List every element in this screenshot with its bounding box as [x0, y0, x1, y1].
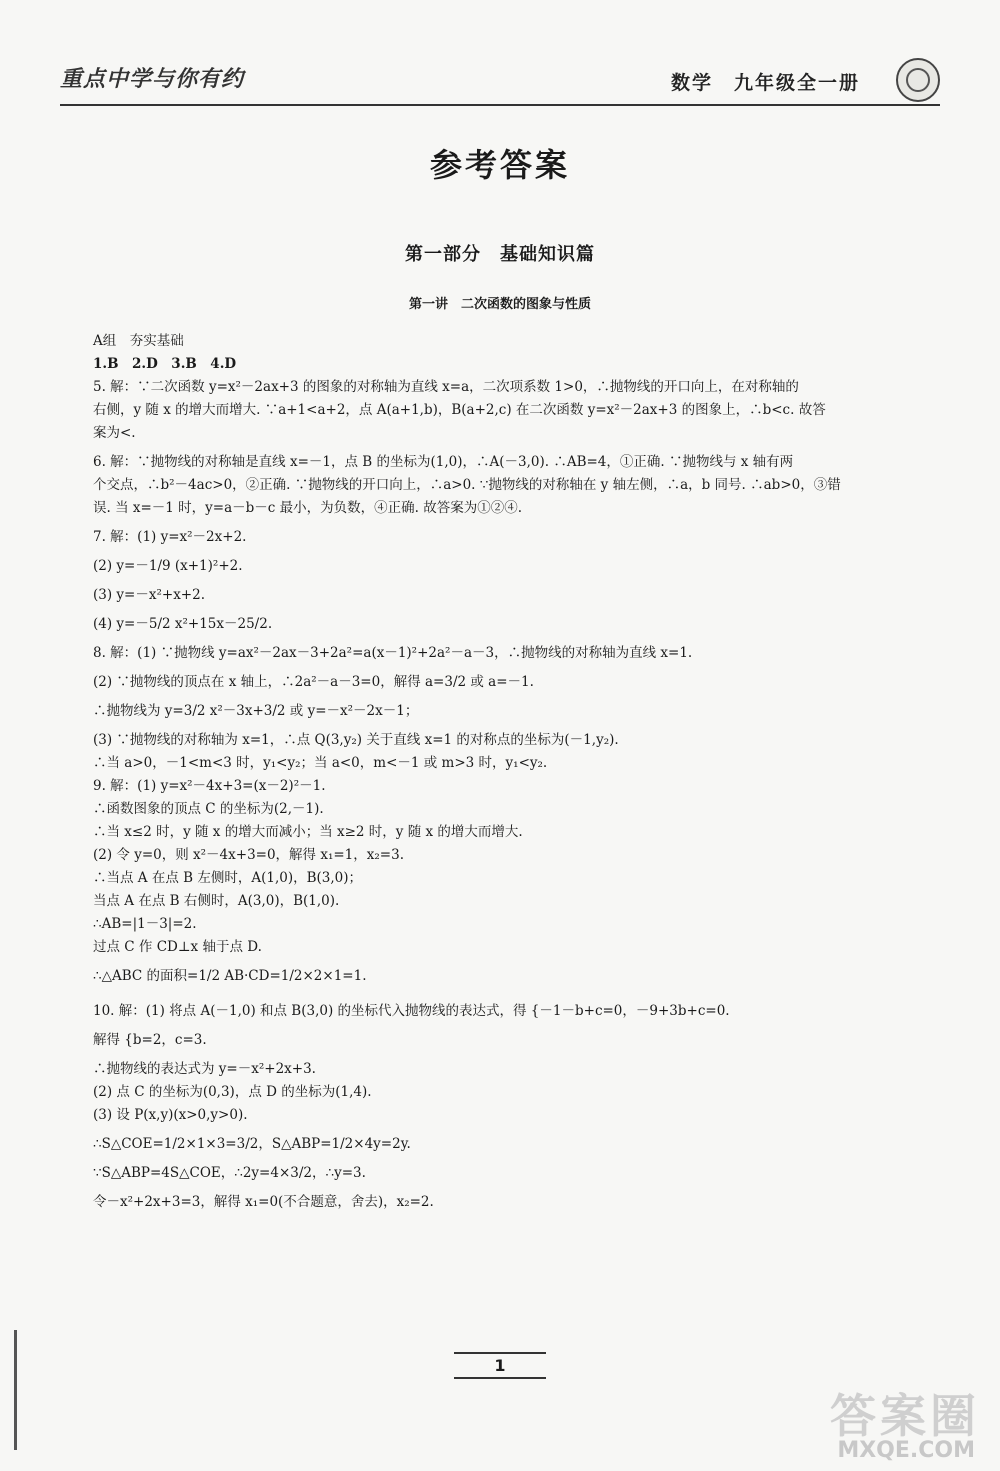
- lecture-heading: 第一讲 二次函数的图象与性质: [408, 297, 591, 312]
- text-line: 个交点，∴b²－4ac>0，②正确. ∵抛物线的开口向上，∴a>0. ∵抛物线的对称轴在 y 轴左侧，∴a，b 同号. ∴ab>0，③错: [93, 477, 841, 493]
- subject-label: 数学 九年级全一册: [670, 72, 860, 94]
- text-line: 误. 当 x=－1 时，y=a－b－c 最小，为负数，④正确. 故答案为①②④.: [93, 500, 523, 516]
- text-line: 令－x²+2x+3=3，解得 x₁=0(不合题意，舍去)，x₂=2.: [93, 1194, 434, 1210]
- page-header: [60, 58, 940, 102]
- part-heading: 第一部分 基础知识篇: [405, 244, 595, 265]
- emblem-icon: [896, 58, 940, 102]
- binding-edge: [14, 1330, 17, 1450]
- text-line: ∴AB=|1－3|=2.: [93, 916, 197, 932]
- text-line: 9. 解：(1) y=x²－4x+3=(x－2)²－1.: [93, 778, 326, 794]
- text-line: 解得 {b=2，c=3.: [93, 1032, 207, 1048]
- text-line: A组 夯实基础: [93, 333, 184, 349]
- text-line: ∴抛物线为 y=3/2 x²－3x+3/2 或 y=－x²－2x－1；: [93, 703, 419, 719]
- text-line: ∴当 a>0，－1<m<3 时，y₁<y₂；当 a<0，m<－1 或 m>3 时，y₁<y₂.: [93, 755, 548, 771]
- text-line: (3) 设 P(x,y)(x>0,y>0).: [93, 1107, 248, 1123]
- text-line: ∴当点 A 在点 B 左侧时，A(1,0)，B(3,0)；: [93, 870, 363, 886]
- watermark-url: MXQE.COM: [837, 1438, 975, 1463]
- page-title: 参考答案: [429, 146, 570, 184]
- text-line: (3) y=－x²+x+2.: [93, 587, 205, 603]
- text-line: 过点 C 作 CD⊥x 轴于点 D.: [93, 939, 262, 955]
- text-line: ∴S△COE=1/2×1×3=3/2，S△ABP=1/2×4y=2y.: [93, 1136, 411, 1152]
- text-line: (3) ∵抛物线的对称轴为 x=1，∴点 Q(3,y₂) 关于直线 x=1 的对称点的坐标为(－1,y₂).: [93, 732, 619, 748]
- text-line: 5. 解：∵二次函数 y=x²－2ax+3 的图象的对称轴为直线 x=a，二次项系数 1>0，∴抛物线的开口向上，在对称轴的: [93, 379, 799, 395]
- text-line: 8. 解：(1) ∵抛物线 y=ax²－2ax－3+2a²=a(x－1)²+2a²－a－3，∴抛物线的对称轴为直线 x=1.: [93, 645, 693, 661]
- brand-logo: 重点中学与你有约: [60, 67, 245, 92]
- text-line: ∴抛物线的表达式为 y=－x²+2x+3.: [93, 1061, 316, 1077]
- text-line: 右侧，y 随 x 的增大而增大. ∵a+1<a+2，点 A(a+1,b)，B(a+2,c) 在二次函数 y=x²－2ax+3 的图象上，∴b<c. 故答: [93, 402, 826, 418]
- text-line: (2) y=－1/9 (x+1)²+2.: [93, 558, 243, 574]
- text-line: ∴函数图象的顶点 C 的坐标为(2,－1).: [93, 801, 324, 817]
- text-line: 7. 解：(1) y=x²－2x+2.: [93, 529, 247, 545]
- text-line: (2) 令 y=0，则 x²－4x+3=0，解得 x₁=1，x₂=3.: [93, 847, 404, 863]
- answer-content: [93, 330, 923, 1214]
- text-line: 当点 A 在点 B 右侧时，A(3,0)，B(1,0).: [93, 893, 340, 909]
- text-line: ∴当 x≤2 时，y 随 x 的增大而减小；当 x≥2 时，y 随 x 的增大而增大.: [93, 824, 523, 840]
- text-line: ∴△ABC 的面积=1/2 AB·CD=1/2×2×1=1.: [93, 968, 367, 984]
- text-line: (4) y=－5/2 x²+15x－25/2.: [93, 616, 273, 632]
- text-line: 案为<.: [93, 425, 136, 441]
- page-footer: [0, 1352, 1000, 1379]
- page-number: 1: [454, 1352, 545, 1379]
- watermark-logo: 答案圈: [830, 1389, 980, 1443]
- header-divider: [60, 104, 940, 106]
- text-line: 6. 解：∵抛物线的对称轴是直线 x=－1，点 B 的坐标为(1,0)，∴A(－3,0). ∴AB=4，①正确. ∵抛物线与 x 轴有两: [93, 454, 794, 470]
- text-line: ∵S△ABP=4S△COE，∴2y=4×3/2，∴y=3.: [93, 1165, 366, 1181]
- text-line: 10. 解：(1) 将点 A(－1,0) 和点 B(3,0) 的坐标代入抛物线的表达式，得 {－1－b+c=0，－9+3b+c=0.: [93, 1003, 730, 1019]
- text-line: (2) 点 C 的坐标为(0,3)，点 D 的坐标为(1,4).: [93, 1084, 372, 1100]
- text-line: 1.B 2.D 3.B 4.D: [93, 356, 237, 372]
- text-line: (2) ∵抛物线的顶点在 x 轴上，∴2a²－a－3=0，解得 a=3/2 或 a=－1.: [93, 674, 534, 690]
